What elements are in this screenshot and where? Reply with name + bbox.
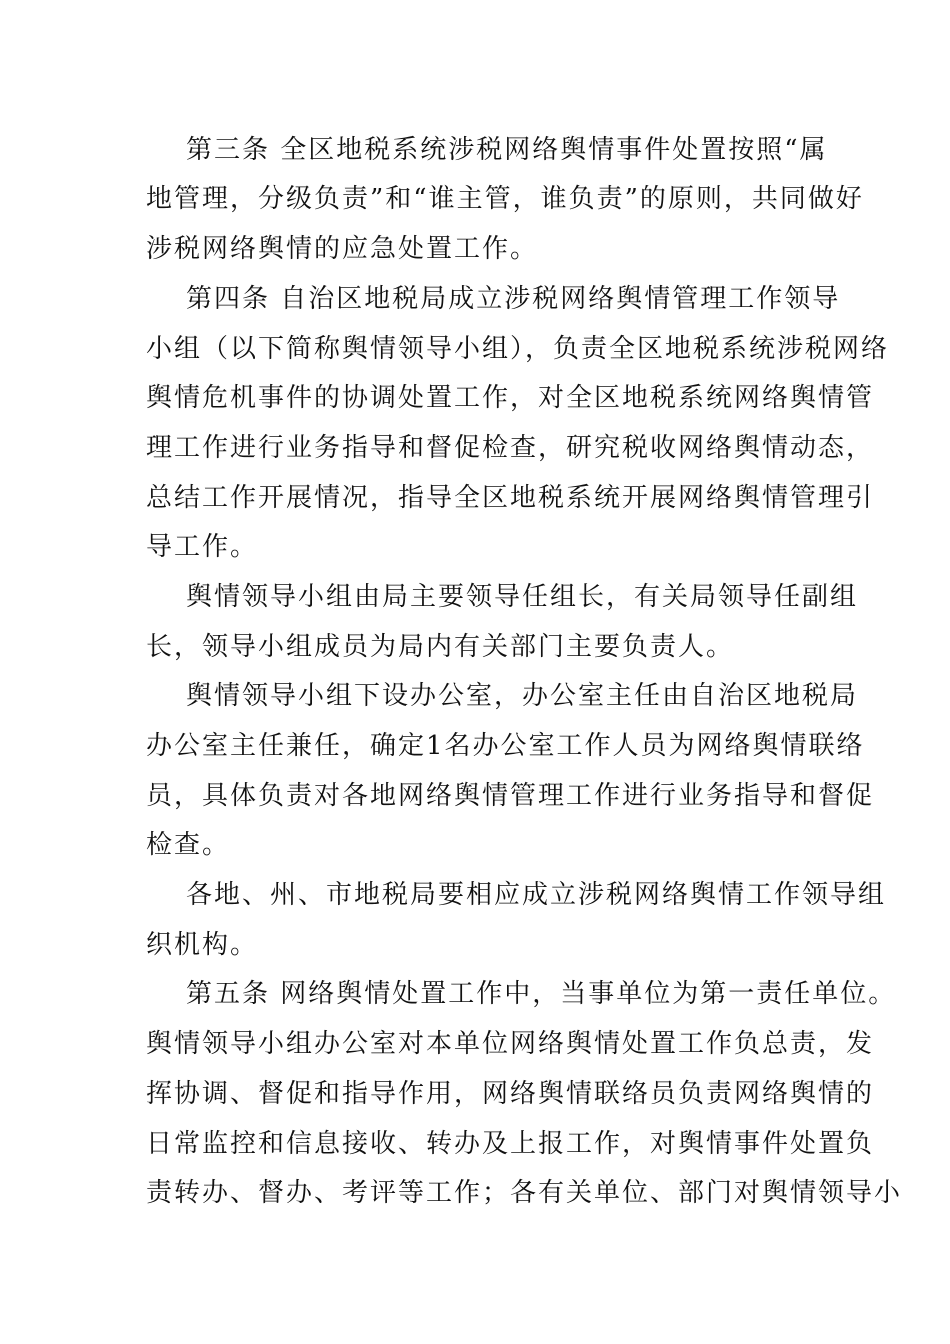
text-line: 织机构。 bbox=[146, 930, 259, 960]
text-line: 长，领导小组成员为局内有关部门主要负责人。 bbox=[146, 632, 735, 662]
text-line: 责转办、督办、考评等工作；各有关单位、部门对舆情领导小 bbox=[146, 1178, 903, 1208]
text-line: 舆情领导小组由局主要领导任组长，有关局领导任副组 bbox=[186, 582, 859, 612]
text-line: 第四条 自治区地税局成立涉税网络舆情管理工作领导 bbox=[186, 284, 841, 314]
text-line: 检查。 bbox=[146, 830, 231, 860]
text-line: 舆情领导小组下设办公室，办公室主任由自治区地税局 bbox=[186, 681, 859, 711]
text-line: 导工作。 bbox=[146, 532, 259, 562]
text-line: 小组（以下简称舆情领导小组），负责全区地税系统涉税网络 bbox=[146, 334, 890, 364]
text-line: 总结工作开展情况，指导全区地税系统开展网络舆情管理引 bbox=[146, 483, 875, 513]
text-line: 涉税网络舆情的应急处置工作。 bbox=[146, 234, 539, 264]
text-line: 舆情领导小组办公室对本单位网络舆情处置工作负总责，发 bbox=[146, 1029, 875, 1059]
text-line: 各地、州、市地税局要相应成立涉税网络舆情工作领导组 bbox=[186, 880, 887, 910]
text-line: 舆情危机事件的协调处置工作，对全区地税系统网络舆情管 bbox=[146, 383, 875, 413]
text-line: 员，具体负责对各地网络舆情管理工作进行业务指导和督促 bbox=[146, 781, 875, 811]
text-line: 第三条 全区地税系统涉税网络舆情事件处置按照“属 bbox=[186, 135, 828, 165]
text-line: 理工作进行业务指导和督促检查，研究税收网络舆情动态， bbox=[146, 433, 875, 463]
text-line: 挥协调、督促和指导作用，网络舆情联络员负责网络舆情的 bbox=[146, 1079, 875, 1109]
text-line: 地管理，分级负责”和“谁主管，谁负责”的原则，共同做好 bbox=[146, 184, 864, 214]
text-line: 第五条 网络舆情处置工作中，当事单位为第一责任单位。 bbox=[186, 979, 897, 1009]
text-line: 日常监控和信息接收、转办及上报工作，对舆情事件处置负 bbox=[146, 1129, 875, 1159]
text-line: 办公室主任兼任，确定1名办公室工作人员为网络舆情联络 bbox=[146, 731, 865, 761]
